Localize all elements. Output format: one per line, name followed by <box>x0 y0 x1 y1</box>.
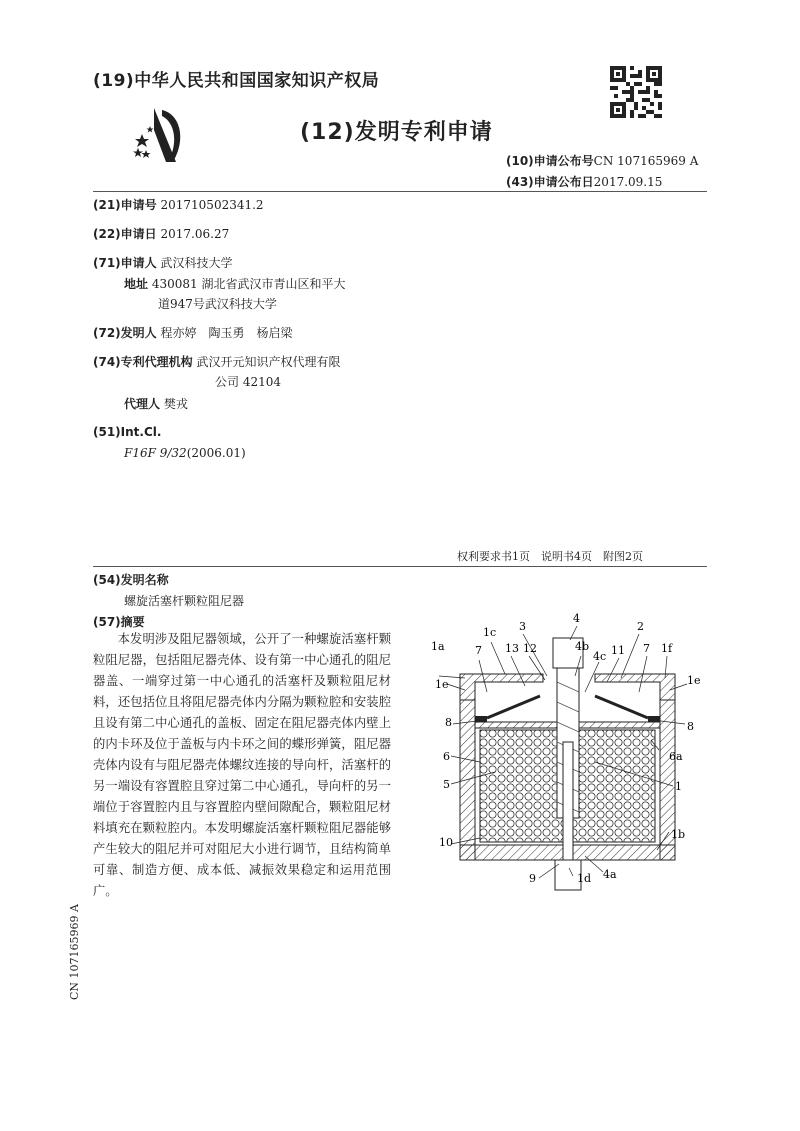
label-4c: 4c <box>593 650 607 663</box>
int-cl-year: (2006.01) <box>186 446 246 460</box>
publication-number-label: (10)申请公布号 <box>506 154 594 168</box>
disc-spring-left <box>487 696 540 718</box>
invention-title: 螺旋活塞杆颗粒阻尼器 <box>124 594 245 608</box>
document-type: (12)发明专利申请 <box>300 120 493 145</box>
application-number-row <box>93 197 264 213</box>
cap-right <box>595 674 675 700</box>
agency-label: (74)专利代理机构 <box>93 355 193 369</box>
label-4a: 4a <box>603 868 617 881</box>
application-date-label: (22)申请日 <box>93 227 157 241</box>
title-label: (54)发明名称 <box>93 573 169 587</box>
address-line-2: 道947号武汉科技大学 <box>158 297 277 311</box>
agency-line-2: 公司 42104 <box>215 375 281 389</box>
header-divider <box>93 191 707 192</box>
inner-ring-right <box>648 716 660 722</box>
label-6a: 6a <box>669 750 683 763</box>
label-8-right: 8 <box>687 720 694 733</box>
application-number: 201710502341.2 <box>160 198 264 212</box>
address-label: 地址 <box>124 277 149 291</box>
label-12: 12 <box>523 642 537 655</box>
label-1f: 1f <box>661 642 673 655</box>
damper-drawing <box>425 612 715 902</box>
application-number-label: (21)申请号 <box>93 198 157 212</box>
applicant: 武汉科技大学 <box>160 256 233 270</box>
publication-date: 2017.09.15 <box>593 175 663 189</box>
int-cl-row <box>124 445 246 461</box>
guide-rod <box>563 742 573 860</box>
side-publication-number: CN 107165969 A <box>68 904 81 1000</box>
label-11: 11 <box>611 644 625 657</box>
abstract-text: 本发明涉及阻尼器领域，公开了一种螺旋活塞杆颗粒阻尼器，包括阻尼器壳体、设有第一中心通孔的阻尼器盖、一端穿过第一中心通孔的活塞杆及颗粒阻尼材料，还包括位且将阻尼器壳体内分隔为颗粒腔和安装腔且设有第二中心通孔的盖板、固定在阻尼器壳体内壁上的内卡环及位于盖板与内卡环之间的蝶形弹簧，阻尼器壳体内设有与阻尼器壳体螺纹连接的导向杆，活塞杆的另一端设有容置腔且穿过第二中心通孔，导向杆的另一端位于容置腔内且与容置腔内壁间隙配合，颗粒阻尼材料填充在颗粒腔内。本发明螺旋活塞杆颗粒阻尼器能够产生较大的阻尼并可对阻尼大小进行调节，且结构简单可靠、制造方便、成本低、减振效果稳定和运用范围广。 <box>93 632 391 898</box>
abstract-label: (57)摘要 <box>93 615 145 629</box>
agency-line-1: 武汉开元知识产权代理有限 <box>196 355 341 369</box>
int-cl-code: F16F 9/32 <box>124 446 187 460</box>
label-7-left: 7 <box>475 644 482 657</box>
label-1: 1 <box>675 780 682 793</box>
label-1e-right: 1e <box>687 674 701 687</box>
label-4: 4 <box>573 612 580 625</box>
inventors-row <box>93 325 293 341</box>
publication-number-row <box>506 152 698 169</box>
int-cl-label: (51)Int.Cl. <box>93 425 162 439</box>
cap-left <box>460 674 543 700</box>
address-line-1: 430081 湖北省武汉市青山区和平大 <box>151 277 346 291</box>
label-1e-left: 1e <box>435 678 449 691</box>
label-5: 5 <box>443 778 450 791</box>
label-4b: 4b <box>575 640 590 653</box>
label-1a: 1a <box>431 640 445 653</box>
agent: 樊戎 <box>163 397 188 411</box>
disc-spring-right <box>595 696 648 718</box>
publication-number: CN 107165969 A <box>593 154 699 168</box>
label-3: 3 <box>519 620 526 633</box>
label-2: 2 <box>637 620 644 633</box>
qr-code-icon <box>610 66 662 118</box>
publication-date-row <box>506 173 662 190</box>
label-8-left: 8 <box>445 716 452 729</box>
shell-left-wall <box>460 700 475 860</box>
agent-row <box>124 396 188 412</box>
address-row <box>124 276 345 292</box>
page-count-info: 权利要求书1页 说明书4页 附图2页 <box>457 550 643 563</box>
label-9: 9 <box>529 872 536 885</box>
agency-row <box>93 354 341 370</box>
inventors: 程亦婷 陶玉勇 杨启梁 <box>160 326 293 340</box>
cnipa-logo-icon <box>132 104 188 166</box>
inventors-label: (72)发明人 <box>93 326 157 340</box>
applicant-label: (71)申请人 <box>93 256 157 270</box>
label-7-right: 7 <box>643 642 650 655</box>
agent-label: 代理人 <box>124 397 161 411</box>
pages-divider <box>93 566 707 567</box>
label-10: 10 <box>439 836 453 849</box>
application-date-row <box>93 226 229 242</box>
label-6: 6 <box>443 750 450 763</box>
publication-date-label: (43)申请公布日 <box>506 175 594 189</box>
label-1b: 1b <box>671 828 686 841</box>
application-date: 2017.06.27 <box>160 227 230 241</box>
applicant-row <box>93 255 233 271</box>
issuing-office: (19)中华人民共和国国家知识产权局 <box>93 71 380 91</box>
label-13: 13 <box>505 642 519 655</box>
label-1c: 1c <box>483 626 497 639</box>
label-1d: 1d <box>577 872 592 885</box>
